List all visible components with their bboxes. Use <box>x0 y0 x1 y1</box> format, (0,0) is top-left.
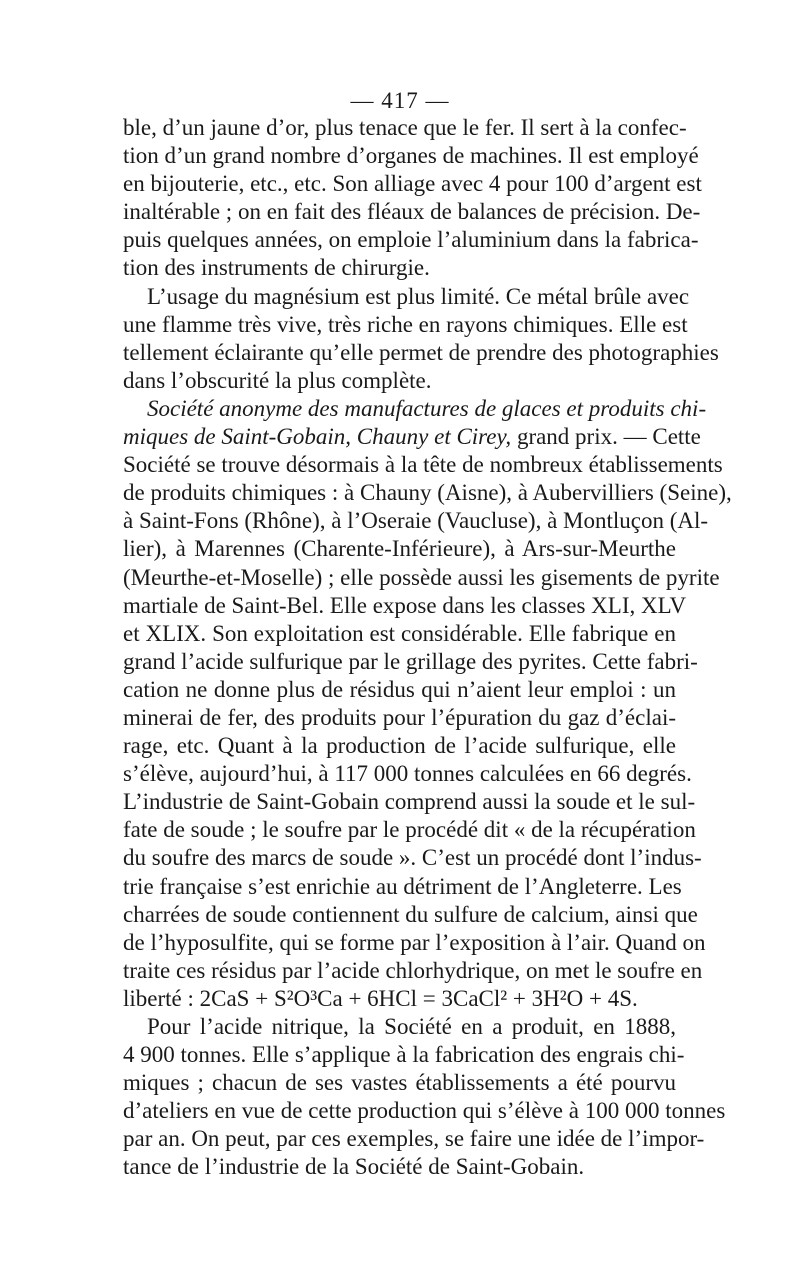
text-line: inaltérable ; on en fait des fléaux de balances de précision. De- <box>123 199 701 225</box>
body-text <box>123 114 732 1182</box>
text-line: Pour l’acide nitrique, la Société en a produit, en 1888, <box>147 1014 676 1039</box>
text-line: grand l’acide sulfurique par le grillage des pyrites. Cette fabri- <box>123 648 698 674</box>
paragraph <box>123 283 719 395</box>
heading-rest: grand prix. — Cette <box>511 424 701 450</box>
heading-italic-part: miques de Saint-Gobain, Chauny et Cirey, <box>123 424 512 450</box>
text-line: d’ateliers en vue de cette production qui s’élève à 100 000 tonnes <box>123 1098 726 1124</box>
text-line: de produits chimiques : à Chauny (Aisne), à Aubervilliers (Seine), <box>123 480 732 506</box>
chemical-equation-line: liberté : 2CaS + S²O³Ca + 6HCl = 3CaCl² + 3H²O + 4S. <box>123 985 638 1011</box>
text-line: miques ; chacun de ses vastes établissements a été pourvu <box>123 1070 676 1096</box>
text-line: et XLIX. Son exploitation est considérable. Elle fabrique en <box>123 620 676 646</box>
text-line: rage, etc. Quant à la production de l’acide sulfurique, elle <box>123 733 676 759</box>
text-line: fate de soude ; le soufre par le procédé dit « de la récupération <box>123 817 696 843</box>
text-line: une flamme très vive, très riche en rayons chimiques. Elle est <box>123 311 688 337</box>
text-line: ble, d’un jaune d’or, plus tenace que le fer. Il sert à la confec- <box>123 115 687 140</box>
text-line: Société se trouve désormais à la tête de nombreux établissements <box>123 452 723 478</box>
text-line: tellement éclairante qu’elle permet de prendre des photographies <box>123 339 719 365</box>
text-line: lier), à Marennes (Charente-Inférieure), à Ars-sur-Meurthe <box>123 536 676 562</box>
paragraph <box>123 1013 726 1182</box>
text-line: charrées de soude contiennent du sulfure de calcium, ainsi que <box>123 901 698 927</box>
paragraph <box>123 114 702 283</box>
page-number: — 417 — <box>350 88 450 113</box>
text-line: tion d’un grand nombre d’organes de machines. Il est employé <box>123 143 699 169</box>
text-line: dans l’obscurité la plus complète. <box>123 367 432 393</box>
text-line: traite ces résidus par l’acide chlorhydrique, on met le soufre en <box>123 957 703 983</box>
text-line: du soufre des marcs de soude ». C’est un procédé dont l’indus- <box>123 845 702 871</box>
text-line: à Saint-Fons (Rhône), à l’Oseraie (Vaucluse), à Montluçon (Al- <box>123 508 709 534</box>
text-line: L’usage du magnésium est plus limité. Ce métal brûle avec <box>147 283 690 309</box>
text-line: martiale de Saint-Bel. Elle expose dans les classes XLI, XLV <box>123 592 687 618</box>
text-line: minerai de fer, des produits pour l’épuration du gaz d’éclai- <box>123 704 676 730</box>
text-line: tion des instruments de chirurgie. <box>123 255 430 281</box>
text-line: (Meurthe-et-Moselle) ; elle possède aussi les gisements de pyrite <box>123 564 720 590</box>
text-line <box>123 423 701 451</box>
paragraph <box>123 395 732 1013</box>
text-line: s’élève, aujourd’hui, à 117 000 tonnes calculées en 66 degrés. <box>123 761 692 787</box>
text-line: 4 900 tonnes. Elle s’applique à la fabrication des engrais chi- <box>123 1042 685 1068</box>
text-line: puis quelques années, on emploie l’aluminium dans la fabrica- <box>123 227 699 253</box>
text-line: trie française s’est enrichie au détriment de l’Angleterre. Les <box>123 873 682 899</box>
text-line: de l’hyposulfite, qui se forme par l’exposition à l’air. Quand on <box>123 929 706 955</box>
text-line: tance de l’industrie de la Société de Saint-Gobain. <box>123 1154 585 1180</box>
section-heading-italic: Société anonyme des manufactures de glaces et produits chi- <box>147 395 707 421</box>
text-line: par an. On peut, par ces exemples, se faire une idée de l’impor- <box>123 1126 705 1152</box>
text-line: L’industrie de Saint-Gobain comprend aussi la soude et le sul- <box>123 789 696 815</box>
text-line: en bijouterie, etc., etc. Son alliage avec 4 pour 100 d’argent est <box>123 171 702 197</box>
text-line: cation ne donne plus de résidus qui n’aient leur emploi : un <box>123 676 676 702</box>
